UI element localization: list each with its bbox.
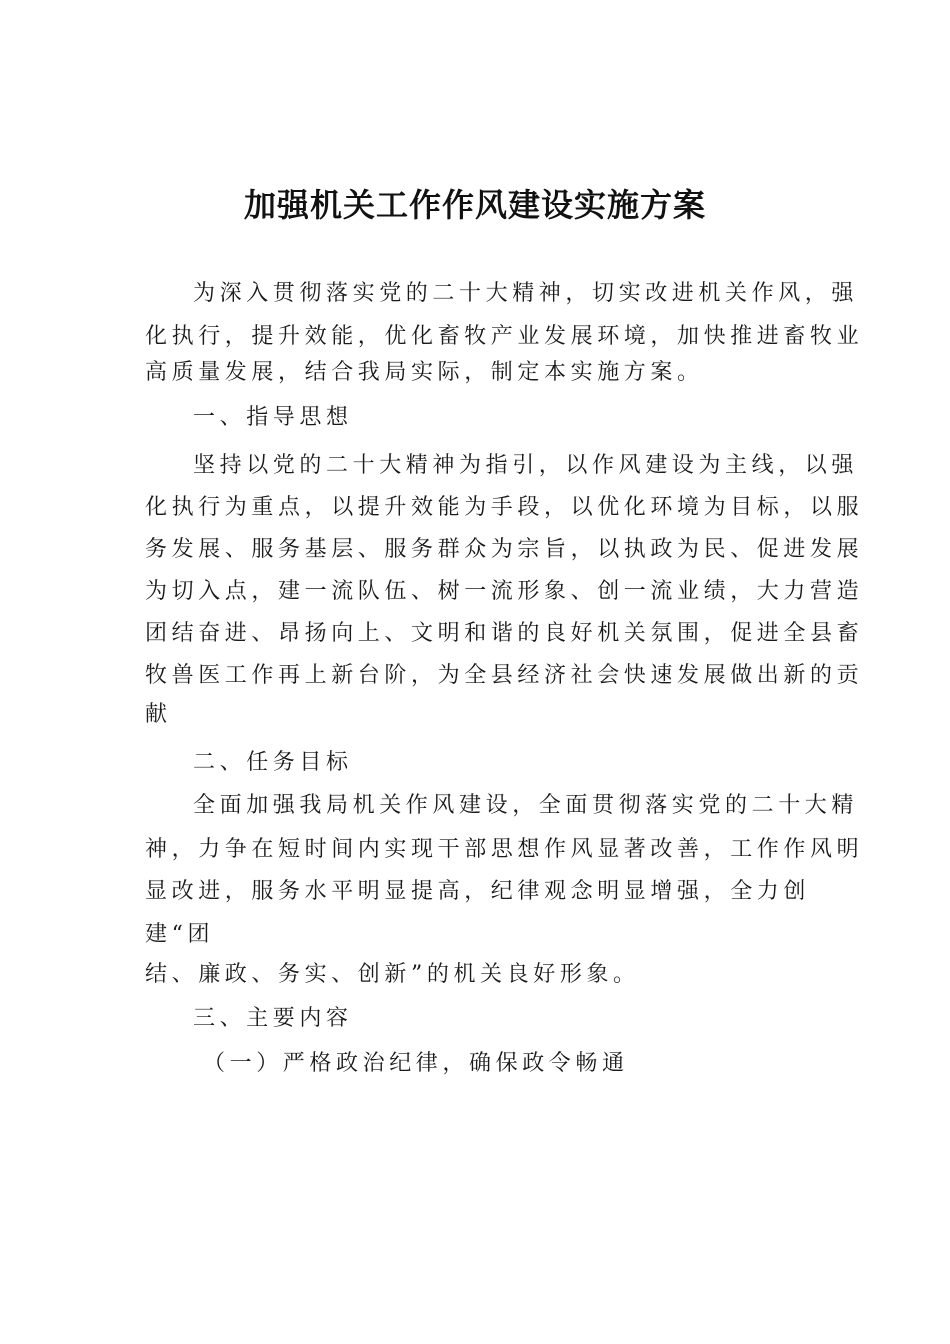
intro-line-1: 为深入贯彻落实党的二十大精神，切实改进机关作风，强 xyxy=(193,281,859,306)
goals-line-3: 显改进，服务水平明显提高，纪律观念明显增强，全力创 xyxy=(145,879,811,904)
guiding-line-1: 坚持以党的二十大精神为指引，以作风建设为主线，以强 xyxy=(193,453,859,478)
document-title: 加强机关工作作风建设实施方案 xyxy=(243,186,706,224)
intro-line-3: 高质量发展，结合我局实际，制定本实施方案。 xyxy=(145,360,704,385)
goals-line-1: 全面加强我局机关作风建设，全面贯彻落实党的二十大精 xyxy=(193,793,859,818)
guiding-line-6: 牧兽医工作再上新台阶，为全县经济社会快速发展做出新的贡 xyxy=(145,663,864,688)
guiding-line-5: 团结奋进、昂扬向上、文明和谐的良好机关氛围，促进全县畜 xyxy=(145,621,864,646)
section-heading-task-goals: 二、任务目标 xyxy=(193,750,353,775)
section-heading-guiding-thought: 一、指导思想 xyxy=(193,405,353,430)
goals-line-5: 结、廉政、务实、创新”的机关良好形象。 xyxy=(145,962,640,987)
subsection-heading-1: （一）严格政治纪律，确保政令畅通 xyxy=(203,1051,629,1076)
section-heading-main-content: 三、主要内容 xyxy=(193,1006,353,1031)
goals-line-2: 神，力争在短时间内实现干部思想作风显著改善，工作作风明 xyxy=(145,837,864,862)
guiding-line-7: 献 xyxy=(145,702,172,727)
intro-line-2: 化执行，提升效能，优化畜牧产业发展环境，加快推进畜牧业 xyxy=(145,324,864,349)
guiding-line-3: 务发展、服务基层、服务群众为宗旨，以执政为民、促进发展 xyxy=(145,537,864,562)
guiding-line-2: 化执行为重点，以提升效能为手段，以优化环境为目标，以服 xyxy=(145,495,864,520)
goals-line-4: 建“团 xyxy=(145,922,215,947)
guiding-line-4: 为切入点，建一流队伍、树一流形象、创一流业绩，大力营造 xyxy=(145,579,864,604)
